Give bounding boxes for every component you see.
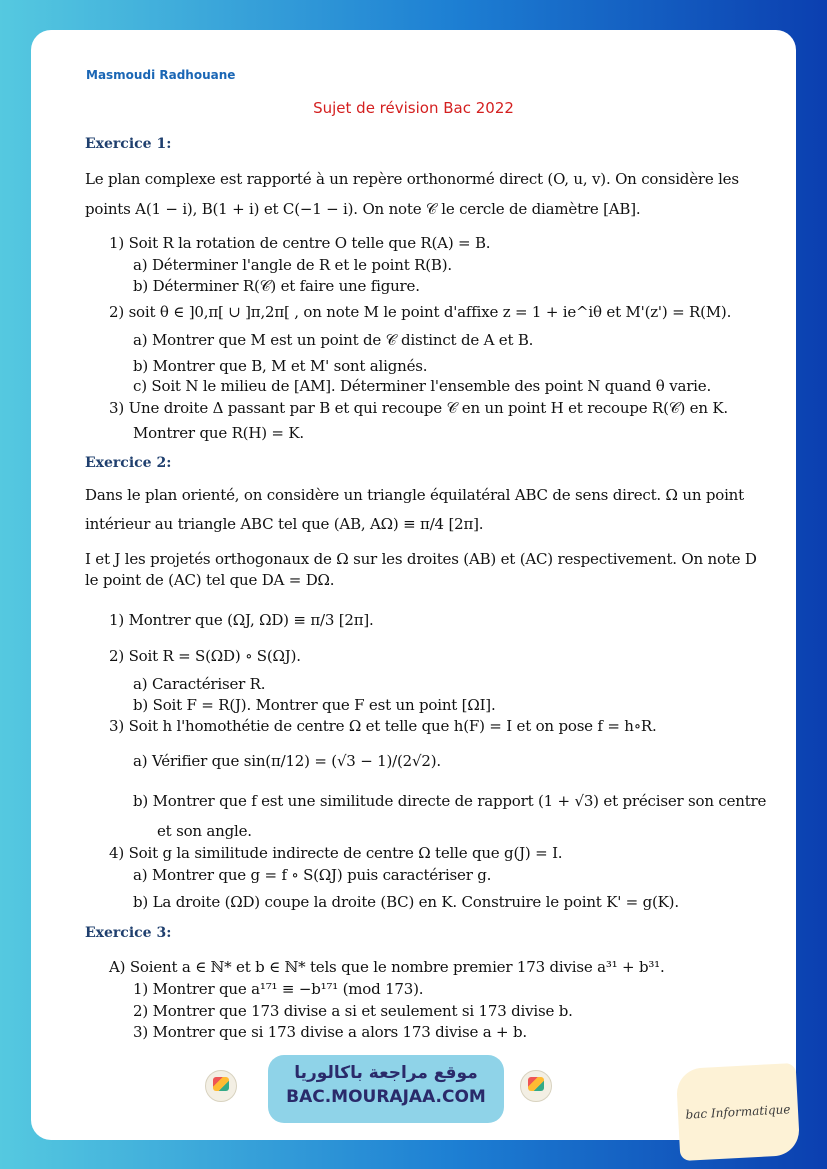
ex2-line: b) La droite (ΩD) coupe la droite (BC) en K. Construire le point K' = g(K). [133, 893, 679, 911]
site-url-link[interactable]: BAC.MOURAJAA.COM [286, 1087, 486, 1107]
ex3-line: 1) Montrer que a¹⁷¹ ≡ −b¹⁷¹ (mod 173). [133, 980, 424, 998]
site-logo-icon [205, 1070, 237, 1102]
ex1-line: points A(1 − i), B(1 + i) et C(−1 − i). On note 𝒞 le cercle de diamètre [AB]. [85, 200, 641, 218]
ex2-line: b) Montrer que f est une similitude directe de rapport (1 + √3) et préciser son centre [133, 792, 767, 810]
ex1-line: b) Montrer que B, M et M' sont alignés. [133, 357, 428, 375]
ex2-line: a) Montrer que g = f ∘ S(ΩJ) puis caractériser g. [133, 866, 492, 884]
ex1-line: Montrer que R(H) = K. [133, 424, 304, 442]
ex2-line: le point de (AC) tel que DA = DΩ. [85, 571, 335, 589]
ex3-line: 2) Montrer que 173 divise a si et seulement si 173 divise b. [133, 1002, 573, 1020]
ex2-line: Dans le plan orienté, on considère un triangle équilatéral ABC de sens direct. Ω un point [85, 486, 744, 504]
ex3-line: A) Soient a ∈ ℕ* et b ∈ ℕ* tels que le nombre premier 173 divise a³¹ + b³¹. [109, 958, 665, 976]
exercise-2-heading: Exercice 2: [85, 455, 172, 471]
ex1-line: b) Déterminer R(𝒞) et faire une figure. [133, 277, 420, 295]
exercise-1-heading: Exercice 1: [85, 136, 172, 152]
site-banner[interactable] [268, 1055, 504, 1123]
ex2-line: 4) Soit g la similitude indirecte de centre Ω telle que g(J) = I. [109, 844, 563, 862]
document-page [31, 30, 796, 1140]
ex1-line: a) Montrer que M est un point de 𝒞 distinct de A et B. [133, 331, 534, 349]
ex2-line: a) Vérifier que sin(π/12) = (√3 − 1)/(2√2). [133, 752, 441, 770]
ex2-line: 3) Soit h l'homothétie de centre Ω et telle que h(F) = I et on pose f = h∘R. [109, 717, 657, 735]
ex3-line: 3) Montrer que si 173 divise a alors 173 divise a + b. [133, 1023, 527, 1041]
ex2-line: a) Caractériser R. [133, 675, 266, 693]
ex2-line: 2) Soit R = S(ΩD) ∘ S(ΩJ). [109, 647, 301, 665]
ex1-line: c) Soit N le milieu de [AM]. Déterminer l'ensemble des point N quand θ varie. [133, 377, 712, 395]
exercise-3-heading: Exercice 3: [85, 925, 172, 941]
ex2-line: b) Soit F = R(J). Montrer que F est un point [ΩI]. [133, 696, 496, 714]
ex1-line: 1) Soit R la rotation de centre O telle que R(A) = B. [109, 234, 491, 252]
site-logo-icon [520, 1070, 552, 1102]
ex2-line: I et J les projetés orthogonaux de Ω sur les droites (AB) et (AC) respectivement. On note D [85, 550, 757, 568]
site-banner-arabic: موقع مراجعة باكالوريا [294, 1063, 478, 1083]
author-name: Masmoudi Radhouane [86, 68, 236, 82]
ex1-line: 2) soit θ ∈ ]0,π[ ∪ ]π,2π[ , on note M le point d'affixe z = 1 + ie^iθ et M'(z') = R(M). [109, 303, 732, 321]
ex1-line: a) Déterminer l'angle de R et le point R(B). [133, 256, 452, 274]
ex2-line: 1) Montrer que (ΩJ, ΩD) ≡ π/3 [2π]. [109, 611, 374, 629]
bac-informatique-badge: bac Informatique [676, 1063, 801, 1161]
ex1-line: Le plan complexe est rapporté à un repère orthonormé direct (O, u, v). On considère les [85, 170, 739, 188]
ex2-line: intérieur au triangle ABC tel que (AB, AΩ) ≡ π/4 [2π]. [85, 515, 484, 533]
ex2-line: et son angle. [157, 822, 252, 840]
document-title: Sujet de révision Bac 2022 [313, 99, 514, 117]
ex1-line: 3) Une droite Δ passant par B et qui recoupe 𝒞 en un point H et recoupe R(𝒞) en K. [109, 399, 728, 417]
